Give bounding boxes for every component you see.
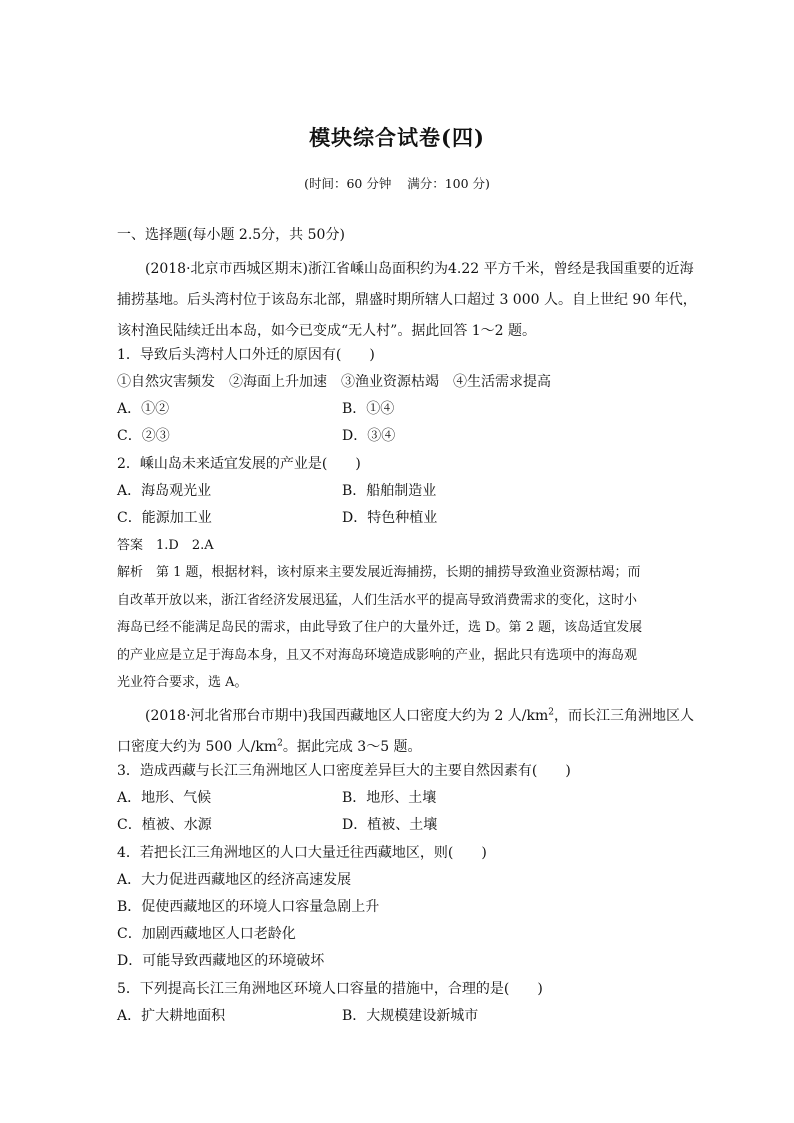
question-3-option-d: D．植被、土壤 — [342, 817, 438, 833]
question-2-option-a: A．海岛观光业 — [117, 483, 212, 499]
analysis-line-2: 自改革开放以来，浙江省经济发展迅猛，人们生活水平的提高导致消费需求的变化，这时小 — [117, 593, 638, 608]
passage-1-line-1: (2018·北京市西城区期末)浙江省嵊山岛面积约为4.22 平方千米，曾经是我国重要的近海 — [145, 261, 694, 277]
question-1-stem: 1．导致后头湾村人口外迁的原因有( ) — [117, 347, 375, 363]
analysis-line-4: 的产业应是立足于海岛本身，且又不对海岛环境造成影响的产业，据此只有选项中的海岛观 — [117, 648, 638, 663]
analysis-line-1: 解析 第 1 题，根据材料，该村原来主要发展近海捕捞，长期的捕捞导致渔业资源枯竭；而 — [117, 565, 641, 580]
passage-1-line-2: 捕捞基地。后头湾村位于该岛东北部，鼎盛时期所辖人口超过 3 000 人。自上世纪 90 年代， — [117, 292, 697, 308]
question-1-factors: ①自然灾害频发 ②海面上升加速 ③渔业资源枯竭 ④生活需求提高 — [117, 374, 551, 390]
question-3-option-b: B．地形、土壤 — [342, 790, 437, 806]
question-4-stem: 4．若把长江三角洲地区的人口大量迁往西藏地区，则( ) — [117, 845, 487, 861]
superscript-2: 2 — [277, 738, 283, 749]
question-4-option-d: D．可能导致西藏地区的环境破坏 — [117, 953, 325, 969]
superscript-2: 2 — [548, 707, 555, 718]
question-3-option-c: C．植被、水源 — [117, 817, 212, 833]
question-3-option-a: A．地形、气候 — [117, 790, 212, 806]
passage-2-line-2-text: 口密度大约为 500 人/km — [117, 739, 278, 755]
passage-2-line-2 — [117, 738, 422, 756]
question-4-option-b: B．促使西藏地区的环境人口容量急剧上升 — [117, 899, 380, 915]
passage-2-line-1 — [145, 707, 694, 725]
answer-line: 答案 1.D 2.A — [117, 538, 214, 553]
passage-2-line-1-text: (2018·河北省邢台市期中)我国西藏地区人口密度大约为 2 人/km — [145, 708, 549, 724]
question-2-stem: 2．嵊山岛未来适宜发展的产业是( ) — [117, 456, 361, 472]
question-1-option-d: D．③④ — [342, 428, 396, 444]
question-1-option-c: C．②③ — [117, 428, 170, 444]
question-1-option-a: A．①② — [117, 401, 170, 417]
question-2-option-c: C．能源加工业 — [117, 510, 212, 526]
question-4-option-a: A．大力促进西藏地区的经济高速发展 — [117, 872, 352, 888]
question-5-stem: 5．下列提高长江三角洲地区环境人口容量的措施中，合理的是( ) — [117, 981, 543, 997]
page-title: 模块综合试卷(四) — [309, 125, 485, 150]
question-3-stem: 3．造成西藏与长江三角洲地区人口密度差异巨大的主要自然因素有( ) — [117, 763, 571, 779]
passage-2-line-2-tail: 。据此完成 3～5 题。 — [282, 739, 422, 755]
question-2-option-d: D．特色种植业 — [342, 510, 438, 526]
passage-2-line-1-tail: ，而长江三角洲地区人 — [554, 708, 695, 724]
question-5-option-a: A．扩大耕地面积 — [117, 1008, 226, 1024]
question-4-option-c: C．加剧西藏地区人口老龄化 — [117, 926, 296, 942]
analysis-line-5: 光业符合要求，选 A。 — [117, 675, 248, 690]
exam-time-score: (时间：60 分钟 满分：100 分) — [304, 176, 490, 191]
passage-1-line-3: 该村渔民陆续迁出本岛，如今已变成“无人村”。据此回答 1～2 题。 — [117, 323, 537, 339]
section-heading: 一、选择题(每小题 2.5分，共 50分) — [117, 227, 345, 243]
question-1-option-b: B．①④ — [342, 401, 395, 417]
question-5-option-b: B．大规模建设新城市 — [342, 1008, 479, 1024]
analysis-line-3: 海岛已经不能满足岛民的需求，由此导致了住户的大量外迁，选 D。第 2 题，该岛适宜发展 — [117, 620, 643, 635]
question-2-option-b: B．船舶制造业 — [342, 483, 437, 499]
